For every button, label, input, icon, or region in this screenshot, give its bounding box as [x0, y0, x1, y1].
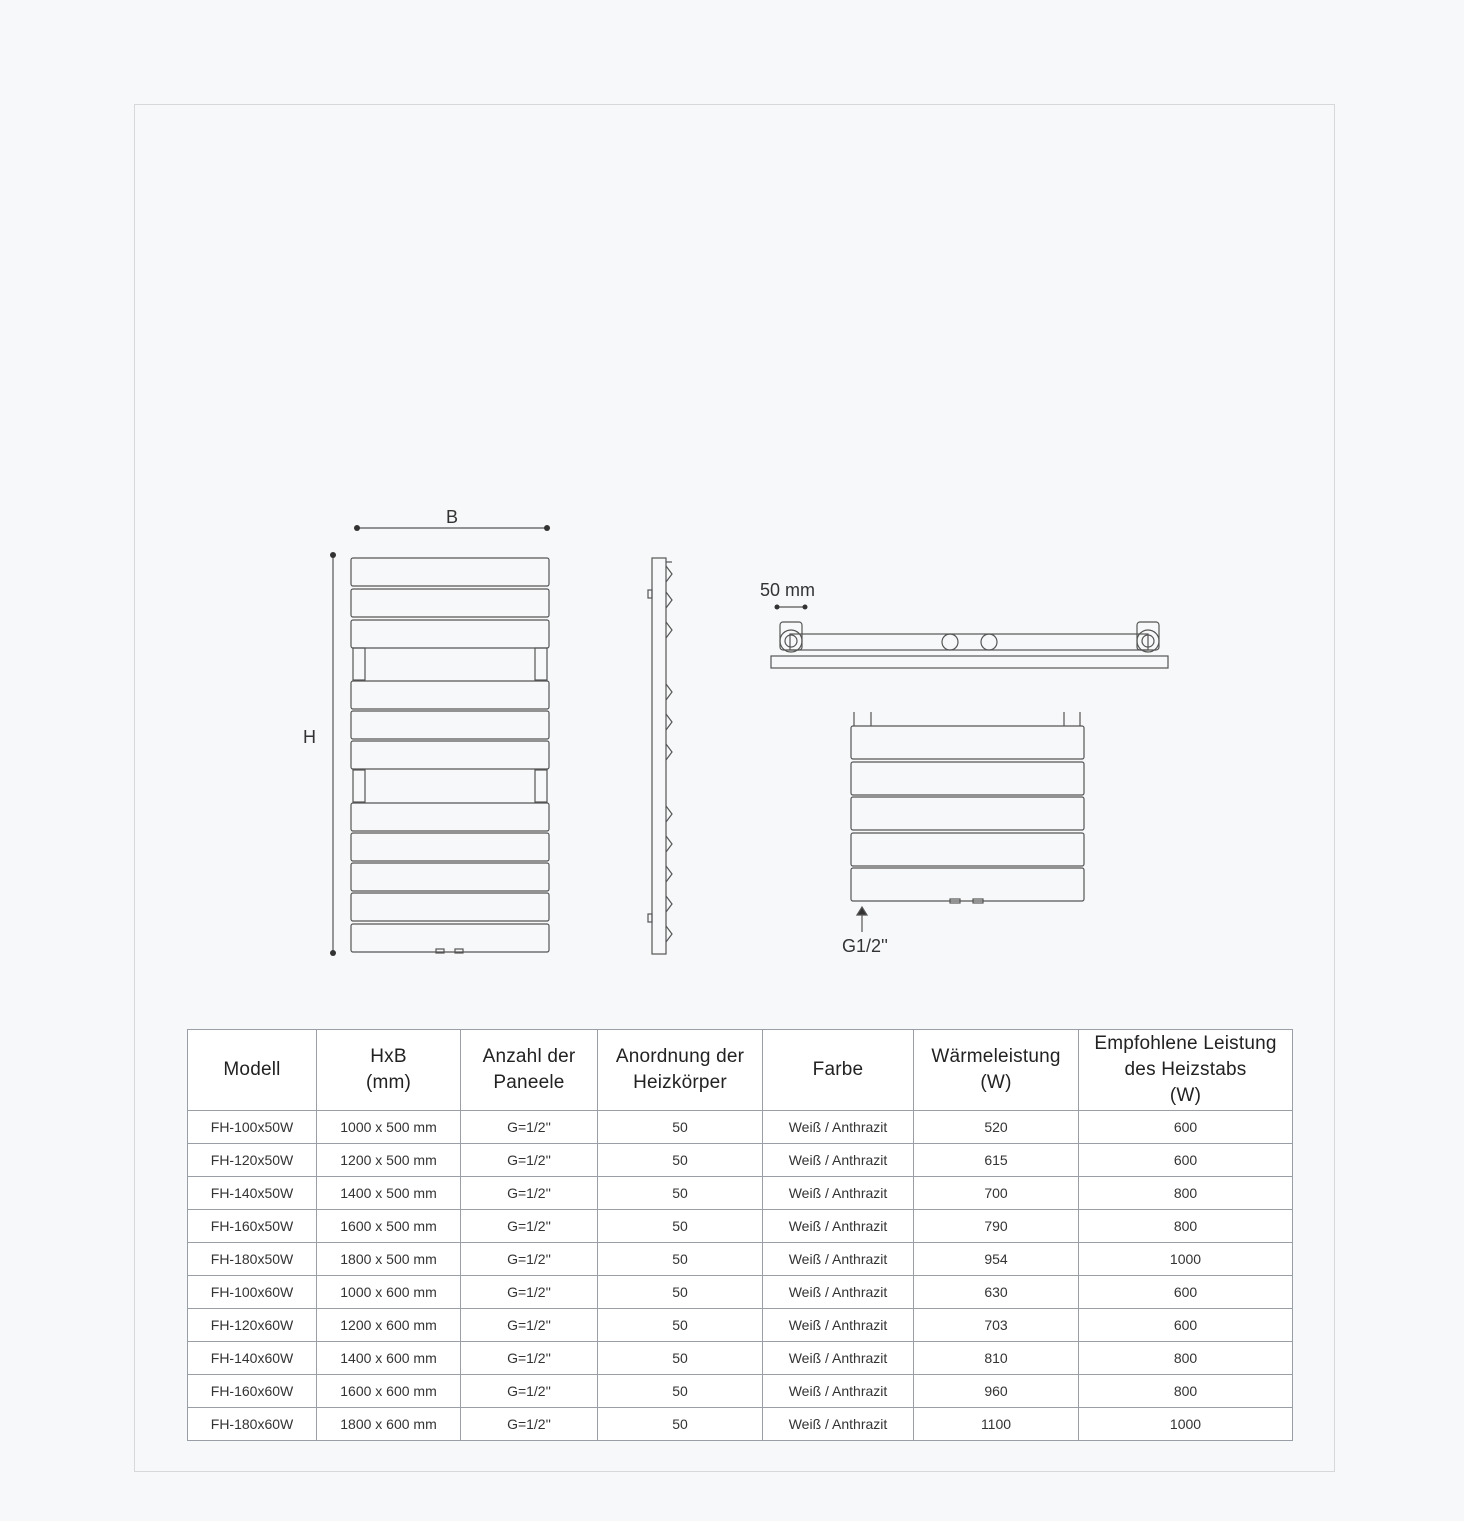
cell-empfohlene-leistung: 800	[1079, 1375, 1293, 1408]
header-hxb: HxB (mm)	[317, 1030, 461, 1111]
cell-farbe: Weiß / Anthrazit	[763, 1276, 914, 1309]
label-h: H	[303, 727, 316, 747]
table-row	[188, 1375, 1293, 1408]
cell-empfohlene-leistung: 800	[1079, 1177, 1293, 1210]
header-modell: Modell	[188, 1030, 317, 1111]
cell-anzahl-paneele: G=1/2''	[461, 1144, 598, 1177]
cell-anzahl-paneele: G=1/2''	[461, 1243, 598, 1276]
cell-anzahl-paneele: G=1/2''	[461, 1177, 598, 1210]
cell-modell: FH-140x50W	[188, 1177, 317, 1210]
cell-modell: FH-140x60W	[188, 1342, 317, 1375]
table-row	[188, 1309, 1293, 1342]
cell-anzahl-paneele: G=1/2''	[461, 1375, 598, 1408]
label-b: B	[446, 507, 459, 527]
cell-anzahl-paneele: G=1/2''	[461, 1210, 598, 1243]
cell-farbe: Weiß / Anthrazit	[763, 1309, 914, 1342]
cell-anordnung: 50	[598, 1243, 763, 1276]
radiator-front-view	[351, 558, 549, 953]
cell-empfohlene-leistung: 600	[1079, 1309, 1293, 1342]
cell-anzahl-paneele: G=1/2''	[461, 1276, 598, 1309]
header-empfohlene-leistung: Empfohlene Leistung des Heizstabs (W)	[1079, 1030, 1293, 1111]
table-row	[188, 1144, 1293, 1177]
cell-waermeleistung: 700	[914, 1177, 1079, 1210]
cell-modell: FH-160x50W	[188, 1210, 317, 1243]
cell-hxb: 1800 x 600 mm	[317, 1408, 461, 1441]
cell-anzahl-paneele: G=1/2''	[461, 1408, 598, 1441]
cell-modell: FH-120x50W	[188, 1144, 317, 1177]
cell-waermeleistung: 1100	[914, 1408, 1079, 1441]
cell-empfohlene-leistung: 800	[1079, 1342, 1293, 1375]
radiator-side-view	[648, 558, 672, 954]
cell-farbe: Weiß / Anthrazit	[763, 1243, 914, 1276]
cell-anzahl-paneele: G=1/2''	[461, 1342, 598, 1375]
cell-anordnung: 50	[598, 1177, 763, 1210]
header-anzahl-paneele: Anzahl der Paneele	[461, 1030, 598, 1111]
label-thread: G1/2''	[842, 936, 888, 956]
cell-hxb: 1200 x 600 mm	[317, 1309, 461, 1342]
cell-hxb: 1600 x 500 mm	[317, 1210, 461, 1243]
cell-farbe: Weiß / Anthrazit	[763, 1177, 914, 1210]
spec-table	[187, 1029, 1293, 1441]
cell-hxb: 1400 x 600 mm	[317, 1342, 461, 1375]
table-row	[188, 1408, 1293, 1441]
label-spacing: 50 mm	[760, 580, 816, 600]
table-row	[188, 1177, 1293, 1210]
cell-anzahl-paneele: G=1/2''	[461, 1111, 598, 1144]
header-anordnung: Anordnung der Heizkörper	[598, 1030, 763, 1111]
cell-empfohlene-leistung: 1000	[1079, 1408, 1293, 1441]
cell-hxb: 1400 x 500 mm	[317, 1177, 461, 1210]
table-header-row	[188, 1030, 1293, 1111]
cell-farbe: Weiß / Anthrazit	[763, 1144, 914, 1177]
cell-hxb: 1000 x 600 mm	[317, 1276, 461, 1309]
cell-modell: FH-180x60W	[188, 1408, 317, 1441]
cell-hxb: 1800 x 500 mm	[317, 1243, 461, 1276]
cell-farbe: Weiß / Anthrazit	[763, 1408, 914, 1441]
cell-anordnung: 50	[598, 1408, 763, 1441]
cell-waermeleistung: 810	[914, 1342, 1079, 1375]
cell-farbe: Weiß / Anthrazit	[763, 1375, 914, 1408]
cell-anordnung: 50	[598, 1309, 763, 1342]
cell-waermeleistung: 520	[914, 1111, 1079, 1144]
cell-anordnung: 50	[598, 1210, 763, 1243]
cell-hxb: 1200 x 500 mm	[317, 1144, 461, 1177]
cell-farbe: Weiß / Anthrazit	[763, 1210, 914, 1243]
cell-waermeleistung: 615	[914, 1144, 1079, 1177]
cell-waermeleistung: 703	[914, 1309, 1079, 1342]
table-row	[188, 1342, 1293, 1375]
cell-empfohlene-leistung: 600	[1079, 1144, 1293, 1177]
table-body	[188, 1111, 1293, 1441]
cell-waermeleistung: 960	[914, 1375, 1079, 1408]
cell-waermeleistung: 630	[914, 1276, 1079, 1309]
cell-empfohlene-leistung: 600	[1079, 1276, 1293, 1309]
radiator-top-view	[771, 605, 1168, 669]
cell-anzahl-paneele: G=1/2''	[461, 1309, 598, 1342]
cell-anordnung: 50	[598, 1375, 763, 1408]
cell-farbe: Weiß / Anthrazit	[763, 1111, 914, 1144]
cell-hxb: 1600 x 600 mm	[317, 1375, 461, 1408]
cell-anordnung: 50	[598, 1276, 763, 1309]
table-row	[188, 1243, 1293, 1276]
cell-empfohlene-leistung: 1000	[1079, 1243, 1293, 1276]
header-farbe: Farbe	[763, 1030, 914, 1111]
cell-hxb: 1000 x 500 mm	[317, 1111, 461, 1144]
cell-anordnung: 50	[598, 1111, 763, 1144]
cell-empfohlene-leistung: 800	[1079, 1210, 1293, 1243]
cell-empfohlene-leistung: 600	[1079, 1111, 1293, 1144]
cell-waermeleistung: 954	[914, 1243, 1079, 1276]
header-waermeleistung: Wärmeleistung (W)	[914, 1030, 1079, 1111]
cell-anordnung: 50	[598, 1144, 763, 1177]
cell-modell: FH-100x60W	[188, 1276, 317, 1309]
cell-modell: FH-120x60W	[188, 1309, 317, 1342]
cell-farbe: Weiß / Anthrazit	[763, 1342, 914, 1375]
dimension-h	[330, 552, 336, 956]
cell-waermeleistung: 790	[914, 1210, 1079, 1243]
table-row	[188, 1210, 1293, 1243]
cell-modell: FH-180x50W	[188, 1243, 317, 1276]
table-row	[188, 1276, 1293, 1309]
table-row	[188, 1111, 1293, 1144]
cell-modell: FH-100x50W	[188, 1111, 317, 1144]
radiator-small-front-view	[851, 712, 1084, 932]
cell-anordnung: 50	[598, 1342, 763, 1375]
cell-modell: FH-160x60W	[188, 1375, 317, 1408]
